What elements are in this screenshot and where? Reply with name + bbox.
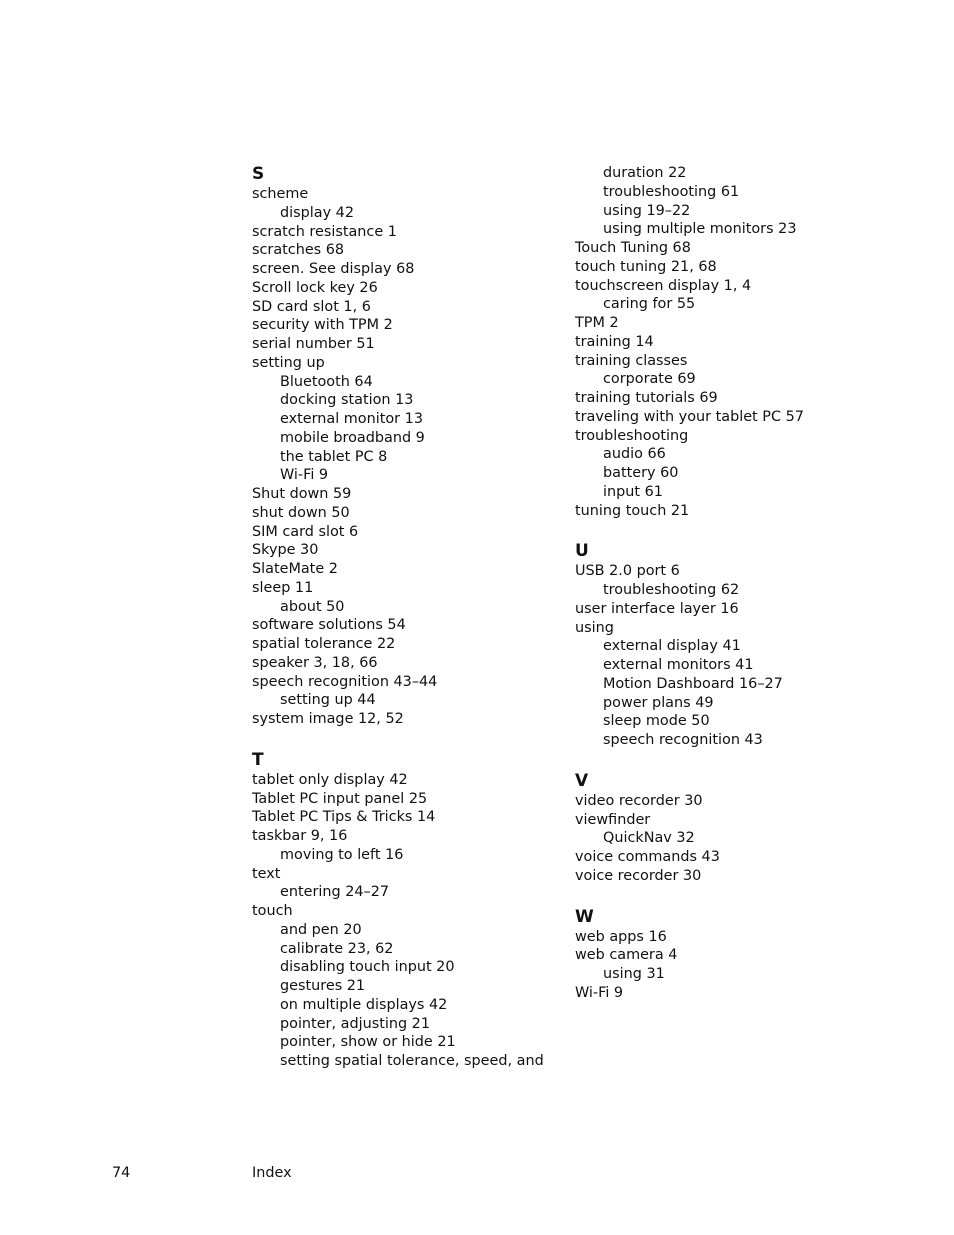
index-entry: software solutions 54 bbox=[252, 617, 406, 634]
index-subentry: pointer, adjusting 21 bbox=[280, 1015, 430, 1032]
index-subentry: the tablet PC 8 bbox=[280, 448, 388, 465]
index-entry: Wi-Fi 9 bbox=[575, 984, 624, 1001]
index-subentry: setting spatial tolerance, speed, and bbox=[280, 1053, 544, 1069]
index-subentry: power plans 49 bbox=[603, 694, 714, 711]
index-section bbox=[575, 164, 875, 520]
index-subentry: external display 41 bbox=[603, 638, 741, 655]
index-entry: traveling with your tablet PC 57 bbox=[575, 408, 804, 425]
index-entry: Touch Tuning 68 bbox=[575, 240, 691, 256]
index-entry: screen. See display 68 bbox=[252, 261, 415, 277]
index-entry: USB 2.0 port 6 bbox=[575, 563, 680, 580]
index-entry: touch tuning 21, 68 bbox=[575, 258, 717, 275]
index-entry: spatial tolerance 22 bbox=[252, 636, 396, 652]
index-entry: troubleshooting bbox=[575, 427, 689, 444]
index-entry: training 14 bbox=[575, 333, 654, 350]
index-subentry: moving to left 16 bbox=[280, 846, 404, 863]
index-entry: Scroll lock key 26 bbox=[252, 279, 378, 296]
index-entry: speaker 3, 18, 66 bbox=[252, 654, 378, 671]
index-entry: SlateMate 2 bbox=[252, 561, 338, 577]
section-heading: U bbox=[575, 541, 589, 562]
index-subentry: using 19–22 bbox=[603, 202, 691, 219]
index-subentry: mobile broadband 9 bbox=[280, 429, 425, 446]
index-subentry: Wi-Fi 9 bbox=[280, 467, 329, 484]
index-subentry: entering 24–27 bbox=[280, 884, 390, 901]
index-entry: scratches 68 bbox=[252, 242, 345, 259]
index-subentry: corporate 69 bbox=[603, 371, 696, 388]
index-entry: user interface layer 16 bbox=[575, 600, 739, 617]
index-entry: speech recognition 43–44 bbox=[252, 673, 438, 690]
index-entry: taskbar 9, 16 bbox=[252, 828, 348, 844]
index-subentry: speech recognition 43 bbox=[603, 732, 763, 748]
index-section bbox=[252, 750, 552, 1071]
index-entry: system image 12, 52 bbox=[252, 711, 404, 727]
index-subentry: troubleshooting 61 bbox=[603, 183, 740, 200]
index-entry: using bbox=[575, 619, 614, 636]
index-entry: voice commands 43 bbox=[575, 849, 720, 865]
index-subentry: pointer, show or hide 21 bbox=[280, 1034, 456, 1051]
index-column-right bbox=[575, 164, 875, 1024]
section-heading: T bbox=[252, 749, 264, 770]
index-section bbox=[252, 164, 552, 729]
page-number: 74 bbox=[112, 1165, 131, 1181]
index-entry: training tutorials 69 bbox=[575, 390, 718, 406]
index-subentry: using 31 bbox=[603, 966, 665, 982]
index-subentry: calibrate 23, 62 bbox=[280, 940, 394, 957]
index-entry: SD card slot 1, 6 bbox=[252, 298, 371, 315]
section-heading: W bbox=[575, 906, 594, 927]
index-entry: text bbox=[252, 865, 281, 882]
index-subentry: Bluetooth 64 bbox=[280, 373, 373, 390]
index-entry: serial number 51 bbox=[252, 336, 375, 352]
index-subentry: using multiple monitors 23 bbox=[603, 221, 797, 238]
section-heading: S bbox=[252, 164, 265, 184]
index-section bbox=[575, 771, 875, 886]
index-entry: sleep 11 bbox=[252, 579, 314, 596]
index-column-left bbox=[252, 164, 552, 1092]
index-section bbox=[575, 907, 875, 1003]
index-subentry: QuickNav 32 bbox=[603, 830, 695, 847]
index-subentry: Motion Dashboard 16–27 bbox=[603, 675, 783, 692]
index-entry: training classes bbox=[575, 352, 688, 369]
index-entry: Tablet PC Tips & Tricks 14 bbox=[252, 809, 436, 826]
index-entry: TPM 2 bbox=[575, 315, 619, 331]
index-subentry: input 61 bbox=[603, 483, 663, 500]
index-subentry: troubleshooting 62 bbox=[603, 582, 740, 598]
index-subentry: sleep mode 50 bbox=[603, 713, 710, 730]
index-entry: web apps 16 bbox=[575, 928, 667, 945]
index-section bbox=[575, 541, 875, 750]
index-subentry: gestures 21 bbox=[280, 978, 366, 994]
index-entry: Skype 30 bbox=[252, 542, 319, 559]
index-entry: viewfinder bbox=[575, 811, 651, 828]
index-entry: touchscreen display 1, 4 bbox=[575, 277, 752, 294]
index-entry: tablet only display 42 bbox=[252, 771, 408, 788]
index-entry: tuning touch 21 bbox=[575, 502, 690, 519]
index-subentry: display 42 bbox=[280, 204, 354, 221]
index-entry: video recorder 30 bbox=[575, 792, 703, 809]
index-entry: Shut down 59 bbox=[252, 486, 352, 502]
index-entry: scheme bbox=[252, 186, 309, 202]
index-subentry: setting up 44 bbox=[280, 692, 376, 709]
index-subentry: audio 66 bbox=[603, 446, 666, 463]
index-entry: Tablet PC input panel 25 bbox=[252, 790, 428, 807]
index-entry: web camera 4 bbox=[575, 947, 678, 964]
index-subentry: battery 60 bbox=[603, 465, 679, 481]
index-subentry: and pen 20 bbox=[280, 921, 362, 938]
index-subentry: docking station 13 bbox=[280, 392, 414, 409]
index-subentry: about 50 bbox=[280, 598, 345, 615]
index-entry: voice recorder 30 bbox=[575, 867, 702, 884]
index-subentry: caring for 55 bbox=[603, 296, 696, 313]
footer-section-label: Index bbox=[252, 1165, 292, 1181]
index-subentry: external monitors 41 bbox=[603, 657, 754, 673]
index-subentry: duration 22 bbox=[603, 165, 687, 181]
index-entry: setting up bbox=[252, 354, 325, 371]
index-entry: touch bbox=[252, 903, 293, 919]
index-subentry: external monitor 13 bbox=[280, 411, 423, 427]
index-entry: scratch resistance 1 bbox=[252, 223, 397, 240]
index-entry: security with TPM 2 bbox=[252, 317, 393, 334]
index-entry: shut down 50 bbox=[252, 504, 350, 521]
index-subentry: disabling touch input 20 bbox=[280, 959, 455, 976]
index-entry: SIM card slot 6 bbox=[252, 523, 359, 540]
section-heading: V bbox=[575, 770, 589, 791]
index-subentry: on multiple displays 42 bbox=[280, 996, 448, 1013]
